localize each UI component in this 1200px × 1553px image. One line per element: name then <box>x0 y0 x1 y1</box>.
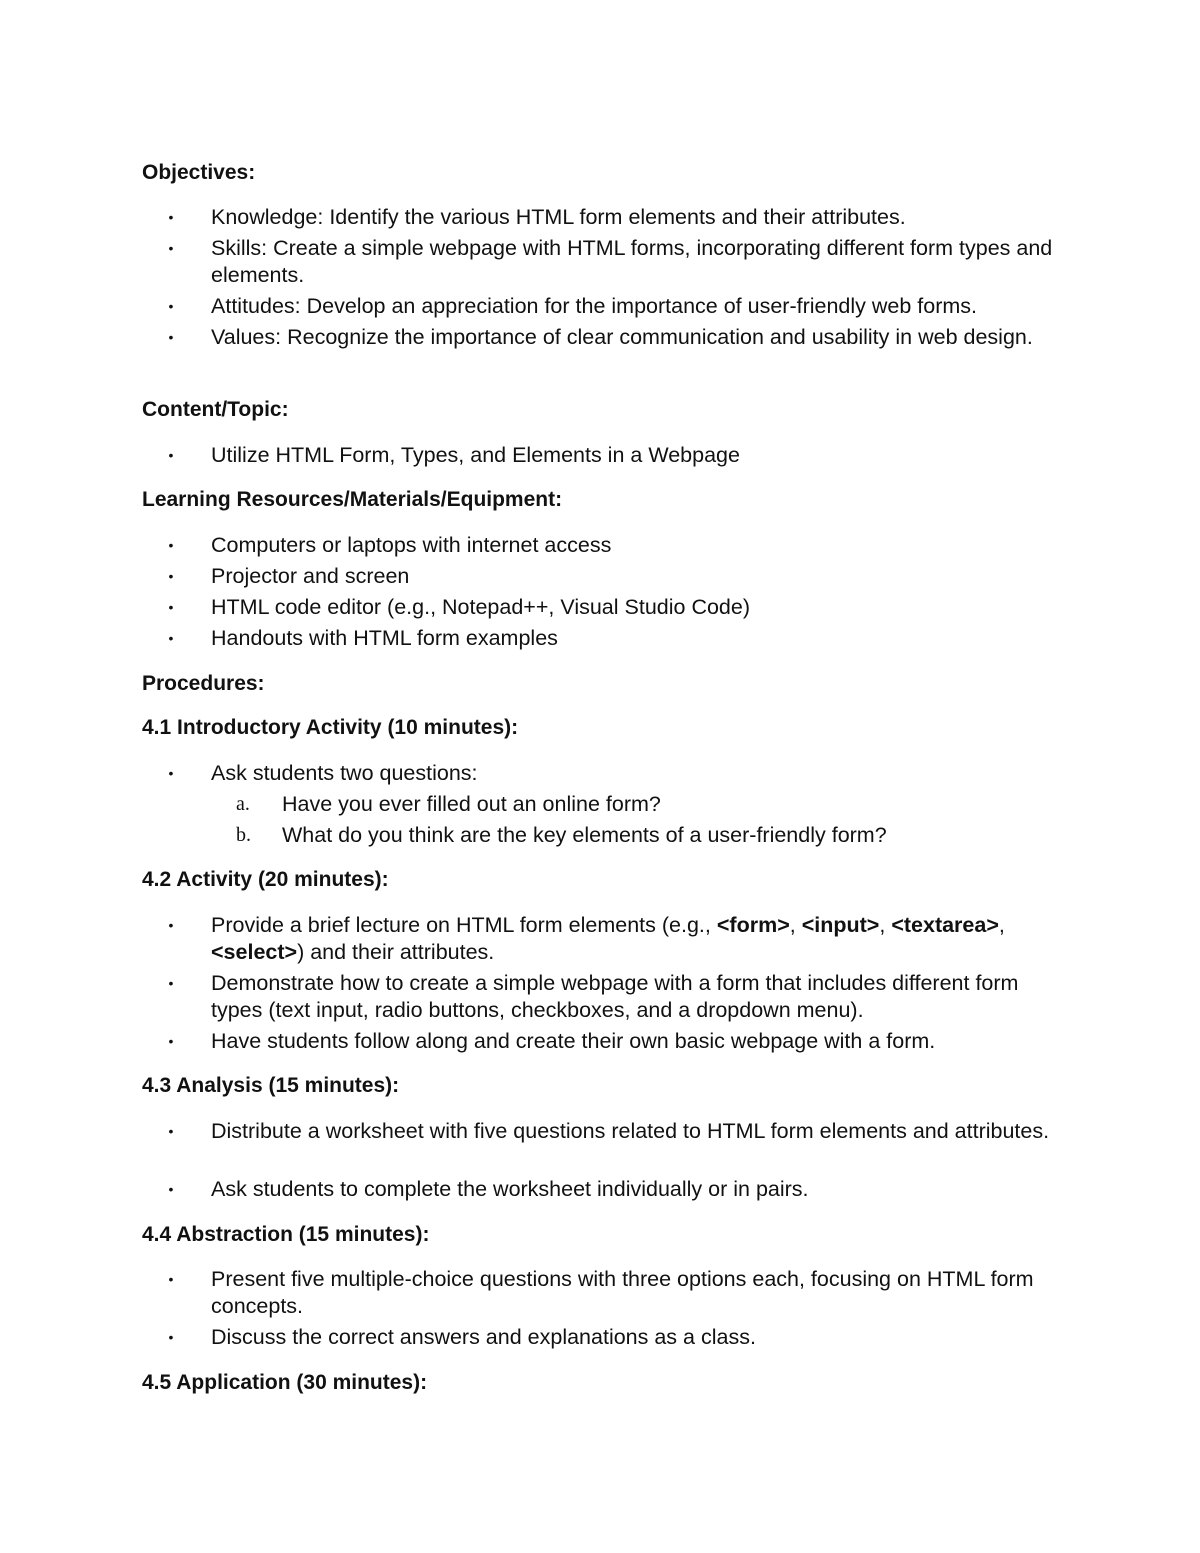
objectives-list <box>0 204 1071 382</box>
procedures-heading: Procedures: <box>142 672 265 695</box>
abstraction-questions-text: Present five multiple-choice questions with three options each, focusing on HTML form concepts. <box>211 1267 1034 1318</box>
activity-lecture-text <box>211 912 1071 966</box>
list-item <box>0 1118 1071 1176</box>
objectives-heading: Objectives: <box>142 161 256 184</box>
activity-heading: 4.2 Activity (20 minutes): <box>142 868 389 891</box>
resource-projector: Projector and screen <box>211 564 410 588</box>
list-item <box>0 324 1071 382</box>
select-tag-code: <select> <box>211 940 298 964</box>
textarea-tag-code: <textarea> <box>891 913 999 937</box>
topic-text: Utilize HTML Form, Types, and Elements in a Webpage <box>211 443 740 467</box>
bullet-icon <box>166 563 176 590</box>
objective-attitudes: Attitudes: Develop an appreciation for the importance of user-friendly web forms. <box>211 294 978 318</box>
resource-code-editor: HTML code editor (e.g., Notepad++, Visual Studio Code) <box>211 595 751 619</box>
activity-demonstrate-text: Demonstrate how to create a simple webpage with a form that includes different form types (text input, radio buttons, checkboxes, and a dropdown menu). <box>211 971 1019 1022</box>
bullet-icon <box>166 1028 176 1055</box>
list-item <box>0 625 1071 656</box>
objective-knowledge: Knowledge: Identify the various HTML form elements and their attributes. <box>211 205 906 229</box>
bullet-icon <box>166 324 176 351</box>
bullet-icon <box>166 1118 176 1145</box>
lecture-prefix: Provide a brief lecture on HTML form elements (e.g., <box>211 913 717 937</box>
analysis-worksheet-text: Distribute a worksheet with five questions related to HTML form elements and attributes. <box>211 1119 1050 1143</box>
application-heading: 4.5 Application (30 minutes): <box>142 1371 428 1394</box>
bullet-icon <box>166 442 176 469</box>
list-item <box>0 563 1071 594</box>
list-item <box>0 1028 1071 1059</box>
sub-item-text: Have you ever filled out an online form? <box>282 792 661 816</box>
abstraction-list <box>0 1266 1071 1355</box>
list-item <box>0 760 1071 791</box>
bullet-icon <box>166 760 176 787</box>
analysis-heading: 4.3 Analysis (15 minutes): <box>142 1074 400 1097</box>
sub-item-text: What do you think are the key elements of a user-friendly form? <box>282 823 887 847</box>
bullet-icon <box>166 532 176 559</box>
analysis-complete-text: Ask students to complete the worksheet individually or in pairs. <box>211 1177 809 1201</box>
list-item <box>0 970 1071 1028</box>
bullet-icon <box>166 912 176 939</box>
bullet-icon <box>166 235 176 262</box>
resource-handouts: Handouts with HTML form examples <box>211 626 558 650</box>
sub-list-item <box>0 822 1071 853</box>
analysis-list <box>0 1118 1071 1207</box>
content-topic-list <box>0 442 1071 473</box>
separator: , <box>879 913 892 937</box>
introductory-activity-heading: 4.1 Introductory Activity (10 minutes): <box>142 716 519 739</box>
abstraction-heading: 4.4 Abstraction (15 minutes): <box>142 1223 430 1246</box>
bullet-icon <box>166 625 176 652</box>
objective-values: Values: Recognize the importance of clear communication and usability in web design. <box>211 325 1033 349</box>
introductory-item: Ask students two questions: <box>211 761 478 785</box>
bullet-icon <box>166 594 176 621</box>
list-item <box>0 293 1071 324</box>
bullet-icon <box>166 293 176 320</box>
bullet-icon <box>166 1324 176 1351</box>
sub-item-letter: a. <box>236 793 250 815</box>
separator: , <box>998 913 1005 937</box>
bullet-icon <box>166 204 176 231</box>
bullet-icon <box>166 1266 176 1293</box>
bullet-icon <box>166 970 176 997</box>
abstraction-discuss-text: Discuss the correct answers and explanations as a class. <box>211 1325 756 1349</box>
input-tag-code: <input> <box>801 913 880 937</box>
list-item <box>0 1176 1071 1207</box>
sub-item-letter: b. <box>236 824 251 846</box>
list-item <box>0 594 1071 625</box>
activity-follow-along-text: Have students follow along and create their own basic webpage with a form. <box>211 1029 936 1053</box>
resources-list <box>0 532 1071 656</box>
list-item <box>0 1266 1071 1324</box>
list-item <box>0 912 1071 970</box>
list-item <box>0 442 1071 473</box>
form-tag-code: <form> <box>716 913 790 937</box>
resources-heading: Learning Resources/Materials/Equipment: <box>142 488 563 511</box>
objective-skills: Skills: Create a simple webpage with HTML forms, incorporating different form types and elements. <box>211 236 1053 287</box>
content-topic-heading: Content/Topic: <box>142 398 289 421</box>
list-item <box>0 1324 1071 1355</box>
list-item <box>0 235 1071 293</box>
resource-computers: Computers or laptops with internet access <box>211 533 612 557</box>
separator: , <box>789 913 802 937</box>
lecture-suffix: ) and their attributes. <box>297 940 495 964</box>
bullet-icon <box>166 1176 176 1203</box>
activity-list <box>0 912 1071 1059</box>
introductory-list <box>0 760 1071 853</box>
list-item <box>0 204 1071 235</box>
list-item <box>0 532 1071 563</box>
sub-list-item <box>0 791 1071 822</box>
